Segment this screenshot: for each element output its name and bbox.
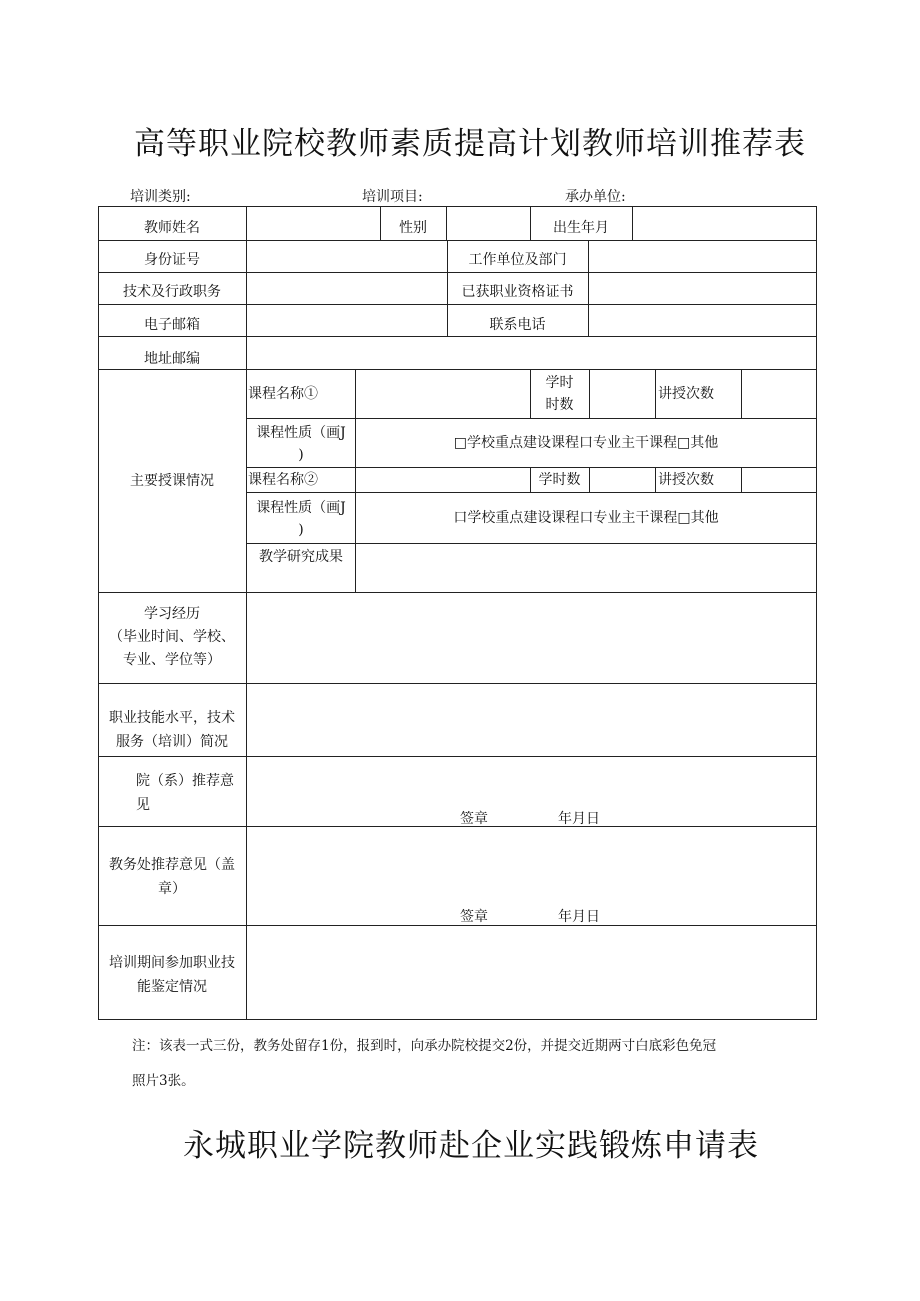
courses-header: 主要授课情况 [130, 472, 214, 489]
course1-times-field[interactable] [742, 369, 816, 418]
study-line3: 专业、学位等） [123, 652, 221, 668]
appraisal-field[interactable] [247, 926, 816, 1019]
training-project-label: 培训项目: [362, 189, 423, 205]
course1-name-field[interactable] [356, 369, 530, 418]
course2-nature-line1: 课程性质（画J [256, 499, 346, 516]
address-field[interactable] [247, 336, 816, 369]
skills-label [98, 703, 246, 756]
title-post-field[interactable] [247, 272, 447, 304]
course2-nature-options[interactable]: 口学校重点建设课程口专业主干课程□其他 [453, 509, 719, 526]
note-line1: 注：该表一式三份，教务处留存1份，报到时，向承办院校提交2份，并提交近期两寸白底彩色免冠 [132, 1038, 717, 1054]
course1-nature-line2: ) [298, 446, 304, 463]
office-line2: 章） [158, 881, 186, 897]
course2-nature-label [247, 494, 355, 543]
course2-name-label: 课程名称② [248, 471, 318, 488]
course2-times-field[interactable] [742, 467, 816, 492]
teacher-name-label: 教师姓名 [144, 220, 200, 236]
office-date-label: 年月日 [558, 909, 600, 925]
course2-nature-line2: ) [298, 521, 304, 538]
dept-line1: 院（系）推荐意 [136, 773, 234, 789]
skills-line2: 服务（培训）简况 [116, 733, 228, 750]
title-post-label: 技术及行政职务 [123, 284, 221, 300]
certificate-label: 已获职业资格证书 [461, 284, 574, 300]
phone-label: 联系电话 [489, 317, 546, 333]
note-line2: 照片3张。 [132, 1073, 195, 1089]
training-category-label: 培训类别: [130, 189, 191, 205]
appraisal-line2: 能鉴定情况 [137, 979, 207, 995]
study-line1: 学习经历 [144, 606, 200, 622]
email-field[interactable] [247, 304, 447, 336]
office-opinion-field[interactable] [247, 827, 816, 900]
course2-times-label: 讲授次数 [658, 471, 714, 488]
course1-hours-line1: 学时 [545, 375, 574, 391]
office-line1: 教务处推荐意见（盖 [109, 857, 235, 873]
course2-name-field[interactable] [356, 467, 530, 492]
second-page-title: 永城职业学院教师赴企业实践锻炼申请表 [183, 1128, 759, 1164]
id-number-label: 身份证号 [144, 252, 200, 268]
appraisal-label [98, 950, 246, 1000]
work-unit-label: 工作单位及部门 [468, 252, 567, 268]
id-number-field[interactable] [247, 240, 447, 272]
teacher-name-field[interactable] [247, 206, 380, 240]
skills-field[interactable] [247, 683, 816, 756]
course1-name-label: 课程名称① [248, 385, 318, 402]
course1-times-label: 讲授次数 [658, 385, 714, 402]
research-label: 教学研究成果 [259, 549, 343, 565]
skills-line1: 职业技能水平，技术 [109, 709, 235, 726]
email-label: 电子邮箱 [144, 317, 200, 333]
department-opinion-field[interactable] [247, 757, 816, 803]
office-sign-label: 签章 [460, 909, 488, 925]
study-line2: （毕业时间、学校、 [109, 629, 235, 645]
phone-field[interactable] [589, 304, 816, 336]
course1-hours-line2: 时数 [545, 397, 574, 413]
course2-hours-field[interactable] [590, 467, 655, 492]
dept-date-label: 年月日 [558, 811, 600, 827]
study-history-label [98, 592, 246, 683]
course1-nature-label [247, 420, 355, 467]
course1-hours-label [530, 370, 589, 418]
page-title: 高等职业院校教师素质提高计划教师培训推荐表 [134, 126, 806, 162]
dept-line2: 见 [136, 797, 150, 813]
birth-label: 出生年月 [553, 220, 609, 236]
certificate-field[interactable] [589, 272, 816, 304]
course1-nature-options[interactable]: □学校重点建设课程口专业主干课程□其他 [453, 434, 719, 451]
address-label: 地址邮编 [144, 351, 200, 367]
research-field[interactable] [356, 543, 816, 592]
office-opinion-label [98, 852, 246, 902]
course1-hours-field[interactable] [590, 369, 655, 418]
study-history-field[interactable] [247, 592, 816, 683]
appraisal-line1: 培训期间参加职业技 [109, 955, 235, 971]
department-opinion-label [98, 768, 246, 818]
gender-label: 性别 [399, 220, 427, 236]
host-unit-label: 承办单位: [565, 189, 626, 205]
course2-hours-label: 学时数 [538, 471, 581, 488]
gender-field[interactable] [447, 206, 530, 240]
course1-nature-line1: 课程性质（画J [256, 424, 346, 441]
work-unit-field[interactable] [589, 240, 816, 272]
birth-field[interactable] [633, 206, 816, 240]
dept-sign-label: 签章 [460, 811, 488, 827]
